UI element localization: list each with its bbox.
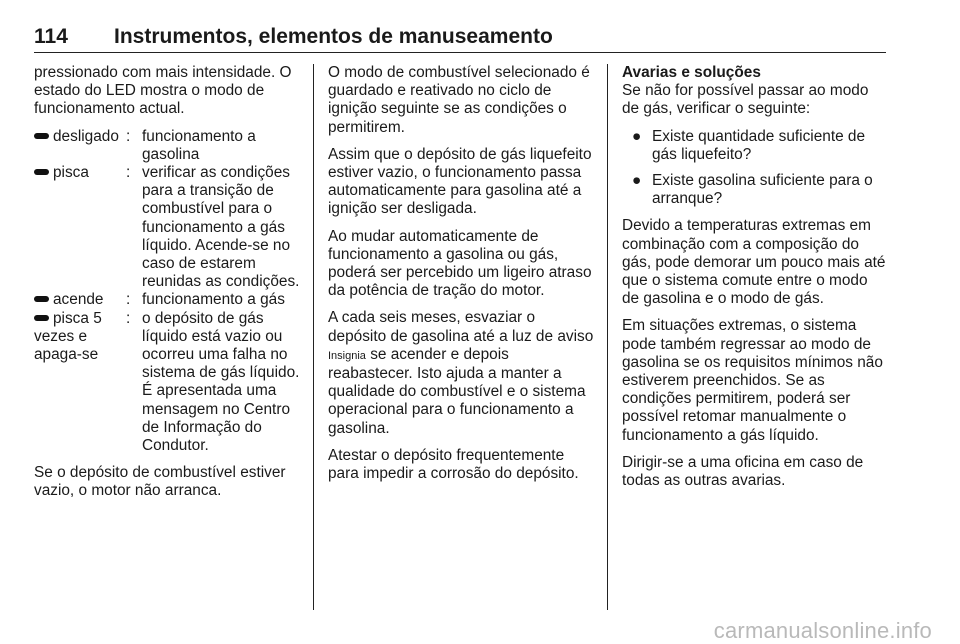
led-state-label: pisca 5 vezes e apaga-se	[34, 309, 102, 364]
led-row-blink: pisca : verificar as condições para a transição de combustível para o funcionamento a gás líquido. Acende-se no caso de estarem reunidas as condições.	[34, 164, 302, 291]
paragraph: O modo de combustível selecionado é guardado e reativado no ciclo de ignição seguinte se as condições o permitirem.	[328, 64, 590, 136]
paragraph: Em situações extremas, o sistema pode também regressar ao modo de gasolina se os requisitos mínimos não estiverem preenchidos. Se as condições permitirem, poderá ser possível retomar manualmente o funcionamento a gás líquido.	[622, 317, 883, 444]
page-number: 114	[34, 25, 68, 48]
led-state-desc: o depósito de gás líquido está vazio ou ocorreu uma falha no sistema de gás líquido. É apresentada uma mensagem no Centro de Informação do Condutor.	[142, 309, 300, 455]
paragraph: Ao mudar automaticamente de funcionamento a gasolina ou gás, poderá ser percebido um ligeiro atraso da potência de tração do motor.	[328, 227, 592, 300]
led-state-desc: verificar as condições para a transição de combustível para o funcionamento a gás líquido. Acende-se no caso de estarem reunidas as condições.	[142, 164, 300, 291]
column-right	[622, 64, 886, 499]
section-heading: Avarias e soluções	[622, 64, 761, 81]
led-icon	[34, 315, 49, 321]
led-row-off: desligado : funcionamento a gasolina	[34, 128, 302, 164]
led-state-desc: funcionamento a gás	[142, 291, 285, 309]
column-divider	[313, 64, 314, 610]
column-left	[34, 64, 302, 510]
checklist	[622, 128, 886, 209]
led-state-label: desligado	[53, 127, 119, 145]
led-state-label: acende	[53, 291, 104, 309]
led-row-blink-off: pisca 5 vezes e apaga-se : o depósito de gás líquido está vazio ou ocorreu uma falha no sistema de gás líquido. É apresentada uma mensagem no Centro de Informação do Condutor.	[34, 310, 302, 456]
paragraph: Devido a temperaturas extremas em combinação com a composição do gás, pode demorar um pouco mais até que o sistema comute entre o modo de gasolina e o modo de gás.	[622, 217, 886, 308]
led-icon	[34, 169, 49, 175]
paragraph: A cada seis meses, esvaziar o depósito de gasolina até a luz de aviso Insignia se acender e depois reabastecer. Isto ajuda a manter a qualidade do combustível e o sistema operacional para o funcionamento a gasolina.	[328, 309, 594, 437]
led-row-on: acende : funcionamento a gás	[34, 291, 302, 309]
led-icon	[34, 133, 49, 139]
paragraph: Se não for possível passar ao modo de gás, verificar o seguinte:	[622, 82, 869, 118]
intro-paragraph: pressionado com mais intensidade. O estado do LED mostra o modo de funcionamento actual.	[34, 64, 292, 118]
chapter-title: Instrumentos, elementos de manuseamento	[114, 25, 553, 48]
led-icon	[34, 296, 49, 302]
led-state-desc: funcionamento a gasolina	[142, 127, 256, 163]
led-state-label: pisca	[53, 164, 89, 182]
list-item: ● Existe quantidade suficiente de gás liquefeito?	[632, 127, 866, 163]
page-header	[34, 26, 886, 53]
paragraph: Assim que o depósito de gás liquefeito estiver vazio, o funcionamento passa automaticamente para gasolina até a ignição ser desligada.	[328, 145, 592, 218]
outro-paragraph: Se o depósito de combustível estiver vazio, o motor não arranca.	[34, 464, 286, 500]
column-divider	[607, 64, 608, 610]
bullet-icon: ●	[632, 172, 642, 190]
paragraph: Atestar o depósito frequentemente para impedir a corrosão do depósito.	[328, 446, 579, 483]
led-status-table	[34, 128, 302, 456]
paragraph: Dirigir-se a uma oficina em caso de todas as outras avarias.	[622, 453, 864, 490]
watermark: carmanualsonline.info	[713, 618, 932, 643]
column-middle	[328, 64, 594, 492]
warning-light-symbol: Insignia	[328, 349, 366, 362]
list-item: ● Existe gasolina suficiente para o arranque?	[632, 172, 873, 208]
bullet-icon: ●	[632, 127, 642, 145]
